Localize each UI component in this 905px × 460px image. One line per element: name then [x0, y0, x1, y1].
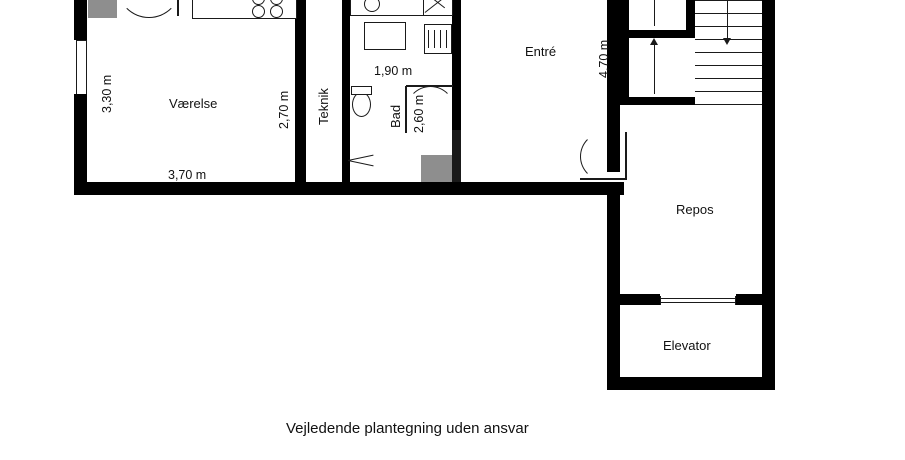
elevator-door-line: [660, 298, 736, 299]
stair-arrow-down-line: [727, 0, 728, 38]
wall-teknik-bad: [342, 0, 350, 185]
dim-bad-width: 1,90 m: [374, 64, 413, 78]
window-left: [76, 40, 87, 96]
stair-arrow-up-line-1: [654, 0, 655, 26]
wall-repos-elevator-left: [620, 294, 660, 305]
dim-vaerelse-width: 3,70 m: [168, 168, 207, 182]
washing-machine-line-2: [434, 30, 435, 48]
wall-left-upper: [74, 0, 87, 40]
elevator-door-jamb-left: [660, 296, 661, 305]
toilet-bowl: [352, 92, 371, 117]
stair-step: [695, 78, 762, 79]
room-label-repos: Repos: [676, 202, 714, 217]
wall-core-left-lower: [607, 185, 620, 390]
stair-step: [695, 13, 762, 14]
stair-step: [695, 26, 762, 27]
door-leaf-vaerelse: [177, 0, 179, 16]
plan-caption: Vejledende plantegning uden ansvar: [286, 420, 529, 437]
shower-tray: [364, 22, 406, 50]
washing-machine-line-3: [440, 30, 441, 48]
elevator-door-line-2: [660, 302, 736, 303]
wall-bad-right-lower: [452, 130, 461, 182]
door-arc-entre: [580, 132, 629, 181]
dim-entre-height: 4,70 m: [597, 39, 611, 78]
wall-stair-inner-left-2: [620, 38, 629, 103]
room-label-bad: Bad: [388, 104, 403, 128]
stair-arrow-down-head: [723, 38, 731, 45]
room-label-vaerelse: Værelse: [169, 96, 218, 111]
door-arc-vaerelse: [117, 0, 181, 18]
stair-arrow-up-head-2: [650, 38, 658, 45]
wall-core-right: [762, 0, 775, 390]
block-closet: [88, 0, 117, 18]
washing-machine-line-1: [428, 30, 429, 48]
room-label-teknik: Teknik: [316, 88, 331, 125]
block-entry-niche: [421, 155, 452, 182]
door-jamb-entre: [625, 132, 627, 179]
stair-step: [695, 91, 762, 92]
wall-vaerelse-teknik: [295, 0, 306, 185]
wall-stair-inner-left: [620, 0, 629, 30]
door-marker-teknik-2: [348, 160, 374, 167]
door-jamb-bad: [405, 86, 407, 133]
stove-burner: [270, 5, 283, 18]
dim-bad-height: 2,60 m: [412, 94, 426, 133]
stair-step: [695, 65, 762, 66]
toilet-cistern: [351, 86, 372, 95]
dim-vaerelse-left-height: 3,30 m: [100, 74, 114, 113]
wall-core-bottom: [607, 377, 775, 390]
wall-stair-bottom: [620, 97, 695, 105]
wall-repos-elevator-right: [736, 294, 762, 305]
elevator-door-jamb-right: [735, 296, 736, 305]
dim-vaerelse-right-height: 2,70 m: [277, 90, 291, 129]
stair-step: [695, 52, 762, 53]
stair-step: [695, 104, 762, 105]
wall-left-lower: [74, 94, 87, 195]
wall-stair-mid-horizontal: [620, 30, 695, 38]
room-label-elevator: Elevator: [663, 338, 711, 353]
wall-stair-mid-vertical: [686, 0, 695, 38]
door-leaf-bad: [406, 85, 453, 87]
stair-step: [695, 0, 762, 1]
stove-burner: [252, 5, 265, 18]
door-leaf-entre: [580, 178, 627, 180]
room-label-entre: Entré: [525, 44, 557, 59]
washing-machine-line-4: [446, 30, 447, 48]
stair-arrow-up-line-2: [654, 44, 655, 94]
